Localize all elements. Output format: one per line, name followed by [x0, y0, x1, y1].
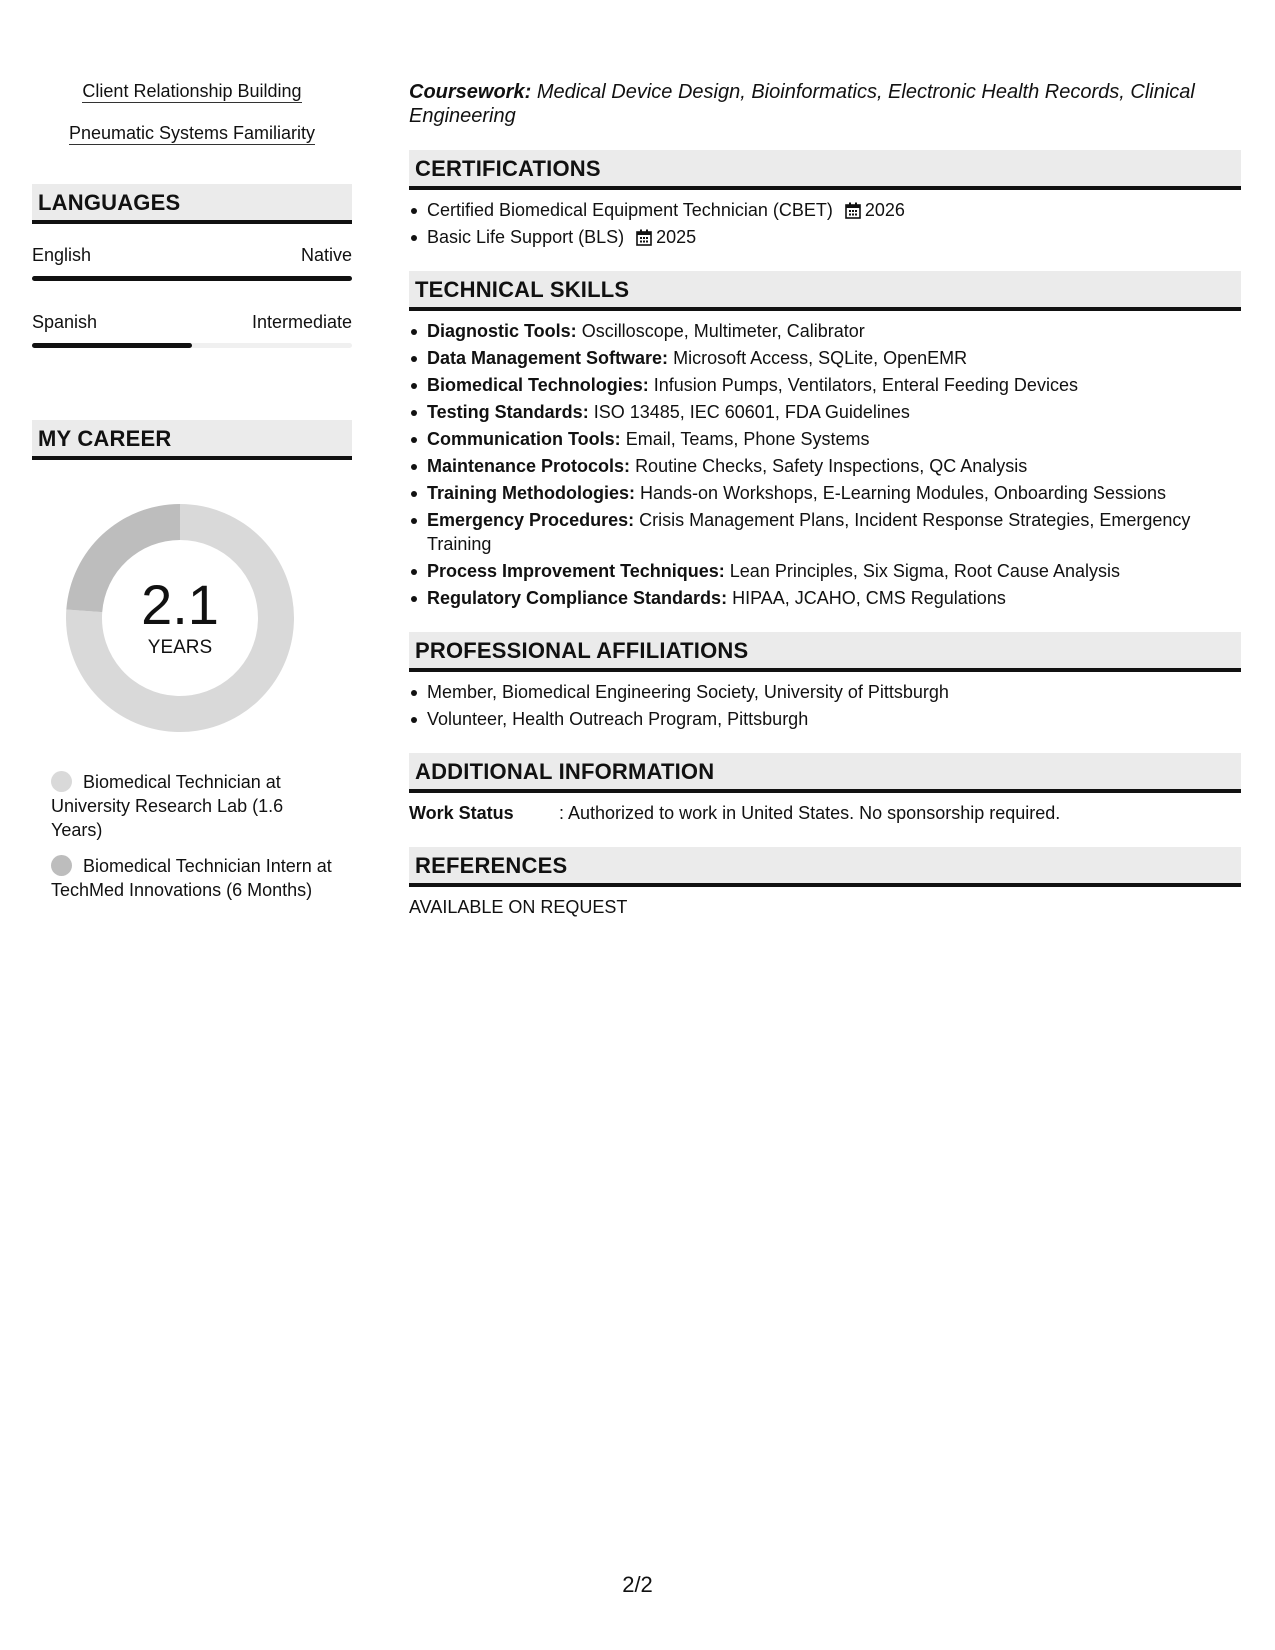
career-item: Biomedical Technician at University Research Lab (1.6 Years) [51, 772, 284, 840]
technical-skills-heading: TECHNICAL SKILLS [409, 271, 1241, 311]
coursework-text: Medical Device Design, Bioinformatics, Electronic Health Records, Clinical Engineering [409, 81, 1195, 127]
work-status-label: Work Status [409, 803, 514, 823]
skill-tags [32, 80, 352, 144]
language-level: Intermediate [251, 312, 352, 332]
language-proficiency-fill [32, 276, 352, 281]
legend-dot-icon [51, 771, 72, 792]
references-section [409, 847, 1241, 919]
work-status-value: : Authorized to work in United States. No sponsorship required. [559, 803, 1061, 823]
left-column [32, 80, 352, 914]
career-years-unit: YEARS [147, 637, 213, 658]
certifications-section [409, 150, 1241, 249]
affiliations-section [409, 632, 1241, 731]
certification-year: 2025 [656, 227, 697, 247]
page-number: 2/2 [622, 1572, 653, 1597]
career-total-years: 2.1 [141, 573, 219, 636]
language-level: Native [300, 245, 352, 265]
career-item: Biomedical Technician Intern at TechMed Innovations (6 Months) [51, 856, 332, 900]
coursework [409, 80, 1241, 128]
skill-item: Regulatory Compliance Standards: HIPAA, JCAHO, CMS Regulations [427, 586, 1241, 610]
language-proficiency-bar [32, 276, 352, 281]
career-legend [32, 770, 352, 902]
skill-item: Emergency Procedures: Crisis Management Plans, Incident Response Strategies, Emergency Training [427, 508, 1241, 556]
skill-item: Diagnostic Tools: Oscilloscope, Multimeter, Calibrator [427, 319, 1241, 343]
language-name: Spanish [32, 312, 98, 332]
additional-info-heading: ADDITIONAL INFORMATION [409, 753, 1241, 793]
language-english [32, 244, 352, 281]
certification-year: 2026 [864, 200, 905, 220]
skill-tag: Client Relationship Building [82, 81, 302, 101]
legend-dot-icon [51, 855, 72, 876]
skill-item: Biomedical Technologies: Infusion Pumps, Ventilators, Enteral Feeding Devices [427, 373, 1241, 397]
calendar-icon [845, 202, 861, 219]
certifications-heading: CERTIFICATIONS [409, 150, 1241, 190]
right-column [409, 80, 1241, 919]
calendar-icon [636, 229, 652, 246]
career-donut-chart [66, 504, 294, 732]
skill-item: Maintenance Protocols: Routine Checks, Safety Inspections, QC Analysis [427, 454, 1241, 478]
certification-item: Certified Biomedical Equipment Technician (CBET) 2026 [427, 198, 1241, 222]
additional-info-section [409, 753, 1241, 825]
skill-item: Testing Standards: ISO 13485, IEC 60601, FDA Guidelines [427, 400, 1241, 424]
skill-item: Training Methodologies: Hands-on Workshops, E-Learning Modules, Onboarding Sessions [427, 481, 1241, 505]
language-proficiency-fill [32, 343, 192, 348]
language-proficiency-bar [32, 343, 352, 348]
references-heading: REFERENCES [409, 847, 1241, 887]
skill-item: Process Improvement Techniques: Lean Principles, Six Sigma, Root Cause Analysis [427, 559, 1241, 583]
career-heading: MY CAREER [32, 420, 352, 460]
technical-skills-section [409, 271, 1241, 610]
coursework-label: Coursework: [409, 81, 532, 103]
references-text: AVAILABLE ON REQUEST [409, 897, 628, 917]
affiliation-item: Member, Biomedical Engineering Society, University of Pittsburgh [427, 680, 1241, 704]
affiliation-item: Volunteer, Health Outreach Program, Pittsburgh [427, 707, 1241, 731]
language-name: English [32, 245, 92, 265]
skill-item: Communication Tools: Email, Teams, Phone Systems [427, 427, 1241, 451]
certification-item: Basic Life Support (BLS) 2025 [427, 225, 1241, 249]
language-spanish [32, 311, 352, 348]
languages-heading: LANGUAGES [32, 184, 352, 224]
skill-tag: Pneumatic Systems Familiarity [68, 123, 316, 143]
skill-item: Data Management Software: Microsoft Access, SQLite, OpenEMR [427, 346, 1241, 370]
work-status-row [409, 801, 1241, 825]
affiliations-heading: PROFESSIONAL AFFILIATIONS [409, 632, 1241, 672]
